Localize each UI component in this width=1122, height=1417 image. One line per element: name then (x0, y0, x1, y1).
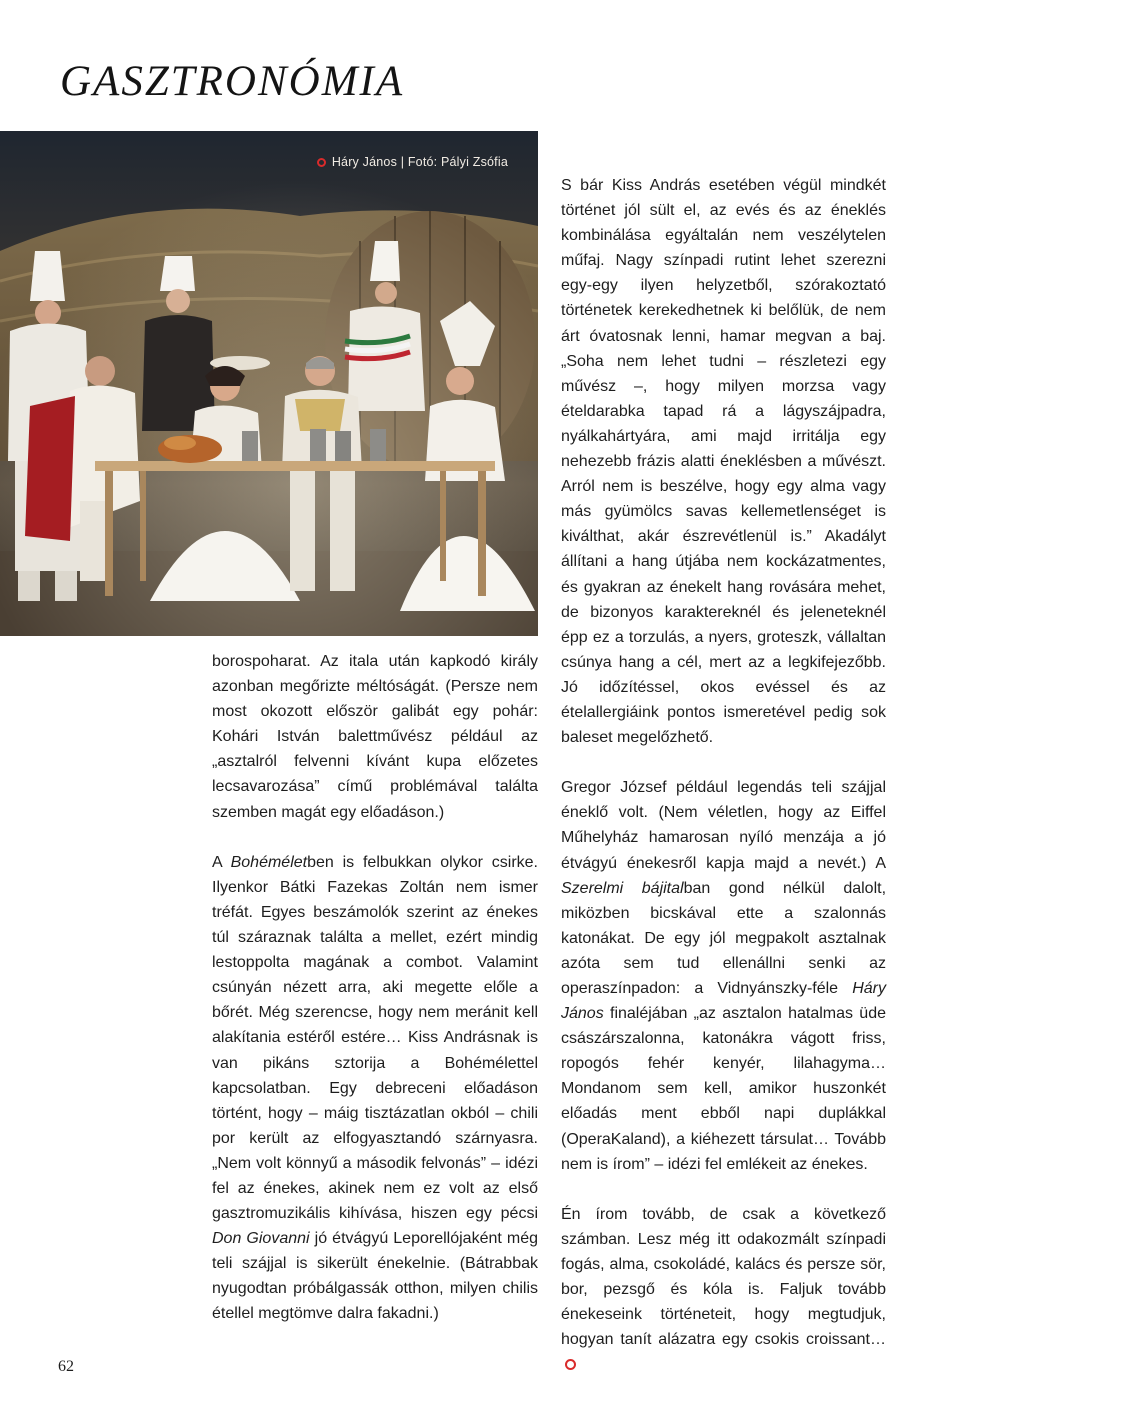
section-title: GASZTRONÓMIA (60, 58, 405, 105)
photo-caption-text: Háry János | Fotó: Pályi Zsófia (331, 155, 508, 169)
page-number: 62 (58, 1358, 74, 1375)
photo-caption (317, 155, 508, 169)
article-column-right (561, 173, 886, 1378)
article-column-left (212, 649, 538, 1327)
article-paragraph: S bár Kiss András esetében végül mindkét történet jól sült el, az evés és az éneklés kombinálása egyáltalán nem veszélytelen műfaj. Nagy színpadi rutint lehet szerezni egy-egy ilyen helyzetből, szórakoztató történetek kerekedhetnek ki belőlük, de nem árt óvatosnak lenni, hamar megvan a baj. „Soha nem lehet tudni – részletezi egy művész –, hogy milyen morzsa vagy ételdarabka tapad rá a lágyszájpadra, nyálkahártyára, ami majd irritálja egy nehezebb frázis alatti éneklésben a művészt. Arról nem is beszélve, hogy egy alma vagy más gyümölcs savas kellemetlenséget is kiválthat, akár észrevétlenül is.” Akadályt állítani a hang útjába nem kockázatmentes, és gyakran az énekelt hang rovására mehet, de bizonyos karaktereknél és jeleneteknél épp ez a torzulás, a nyers, groteszk, vállaltan csúnya hang a cél, mert az a legkifejezőbb. Jó időzítéssel, okos evéssel és az ételallergiáink pontos ismeretével pedig sok baleset megelőzhető. (561, 177, 886, 747)
red-ring-icon (317, 158, 326, 167)
article-paragraph: Gregor József például legendás teli szájjal éneklő volt. (Nem véletlen, hogy az Eiffel Műhelyház hamarosan nyíló menzája a jó étvágyú énekesről kapja majd a nevét.) A Szerelmi bájitalban gond nélkül dalolt, miközben bicskával ette a szalonnás katonákat. De egy jól megpakolt asztalnak azóta sem tud ellenállni senki az operaszínpadon: a Vidnyánszky-féle Háry János finaléjában „az asztalon hatalmas üde császárszalonna, katonákra vágott friss, ropogós fehér kenyér, lilahagyma… Mondanom sem kell, amikor huszonkét előadás ment ebből napi duplákkal (OperaKaland), a kiéhezett társulat… Tovább nem is írom” – idézi fel emlékeit az énekes. (561, 779, 887, 1173)
article-paragraph: Én írom tovább, de csak a következő számban. Lesz még itt odakozmált színpadi fogás, alma, csokoládé, kalács és persze sör, bor, pezsgő és kóla is. Faljuk tovább énekeseink történeteit, hogy megtudjuk, hogyan tanít alázatra egy csokis croissant… (561, 1202, 886, 1378)
stage-photo-illustration (0, 131, 538, 636)
article-paragraph: borospoharat. Az itala után kapkodó király azonban megőrizte méltóságát. (Persze nem most okozott először galibát egy pohár: Kohári István balettművész például az „asztalról felvenni kívánt kupa előzetes lecsavarozása” című problémával találta szemben magát egy előadáson.) (212, 653, 538, 821)
stage-photo (0, 131, 538, 636)
article-paragraph: A Bohéméletben is felbukkan olykor csirke. Ilyenkor Bátki Fazekas Zoltán nem ismer tréfát. Egyes beszámolók szerint az énekes túl száraznak találta a mellet, ezért mindig lestoppolta magának a combot. Valamint csúnyán nézett arra, aki megette előle a bőrét. Még szerencse, hogy nem meránit kell alakítania estéről estére… Kiss Andrásnak is van pikáns sztorija a Bohémélettel kapcsolatban. Egy debreceni előadáson történt, hogy – máig tisztázatlan okból – chili por került az elfogyasztandó szárnyasra. „Nem volt könnyű a második felvonás” – idézi fel az énekes, akinek nem ez volt az első gasztromuzikális kihívása, hiszen egy pécsi Don Giovanni jó étvágyú Leporellójaként még teli szájjal is sikerült énekelnie. (Bátrabbak nyugodtan próbálgassák otthon, milyen chilis étellel megtömve dalra fakadni.) (212, 853, 539, 1323)
red-ring-icon (565, 1359, 576, 1370)
